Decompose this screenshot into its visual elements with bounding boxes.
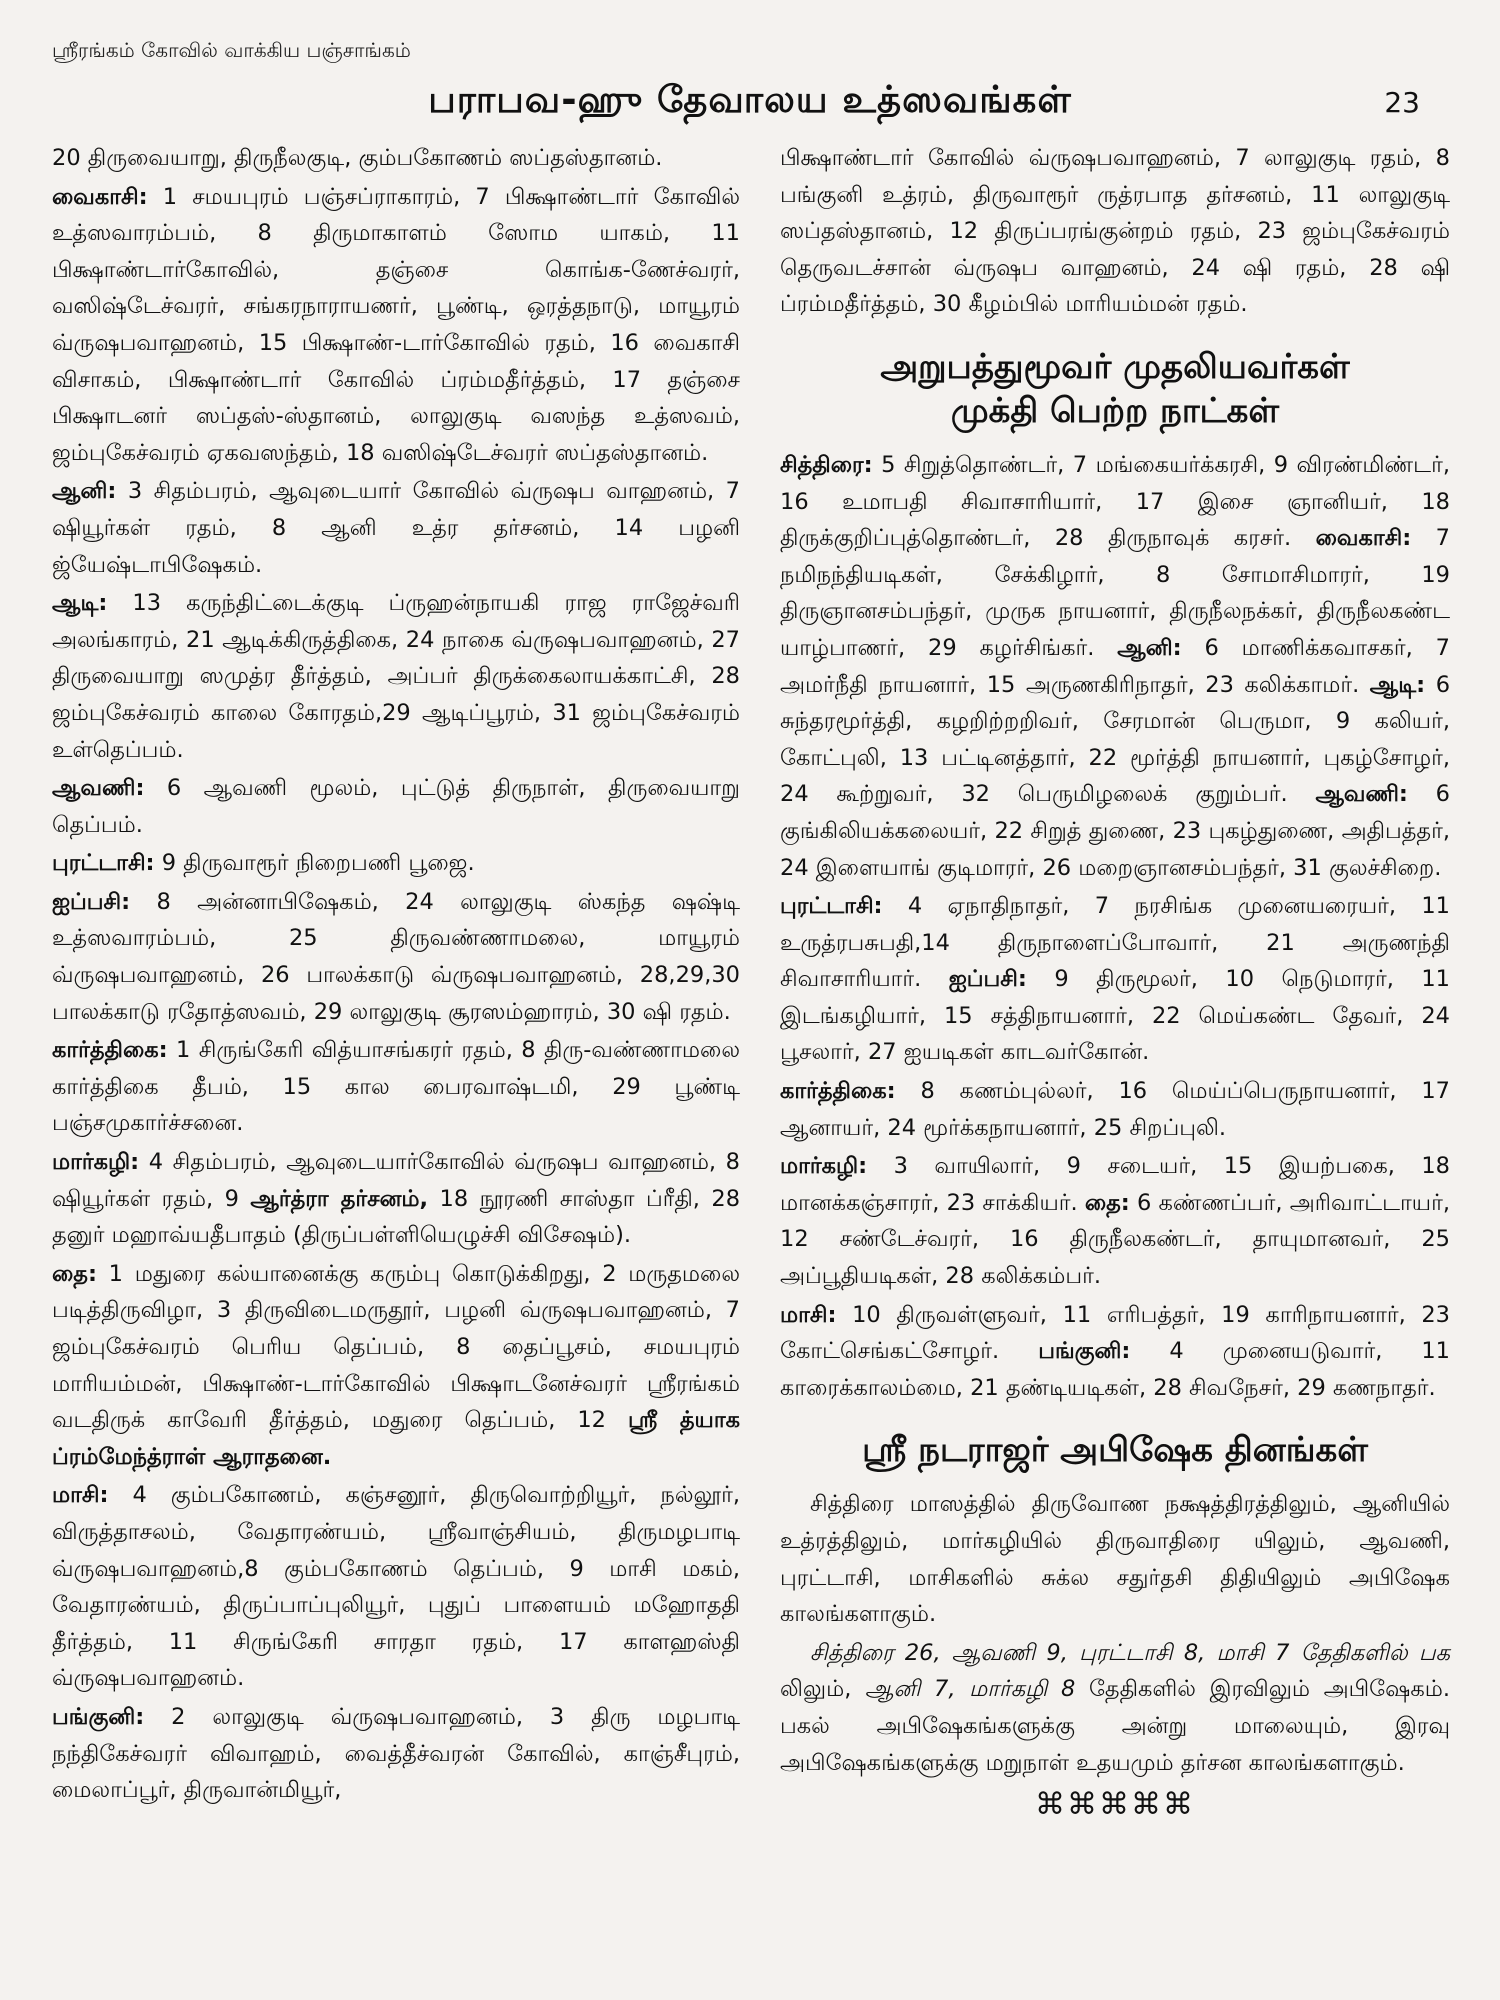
month-label: ஆவணி: xyxy=(52,775,145,802)
month-label: புரட்டாசி: xyxy=(52,850,155,877)
month-text: 1 சிருங்கேரி வித்யாசங்கரர் ரதம், 8 திரு-வண்ணாமலை கார்த்திகை தீபம், 15 கால பைரவாஷ்டமி, 29 பூண்டி பஞ்சமுகார்ச்சனை. xyxy=(52,1037,740,1137)
aadi-paragraph xyxy=(52,585,740,768)
margazhi-paragraph xyxy=(52,1144,740,1254)
month-label: தை: xyxy=(1084,1189,1130,1216)
karthigai-paragraph xyxy=(52,1032,740,1142)
month-label: புரட்டாசி: xyxy=(780,893,883,920)
saints-paragraph-5 xyxy=(780,1297,1450,1407)
nataraja-paragraph-2 xyxy=(780,1635,1450,1781)
month-text: 6 மாணிக்கவாசகர், 7 அமர்நீதி நாயனார், 15 அருணகிரிநாதர், 23 கலிக்காமர். xyxy=(780,634,1450,698)
month-label: ஆனி: xyxy=(52,478,117,505)
vaikasi-paragraph xyxy=(52,179,740,472)
month-label: ஆடி: xyxy=(52,590,108,617)
page-number: 23 xyxy=(1384,86,1420,119)
month-text: 6 ஆவணி மூலம், புட்டுத் திருநாள், திருவையாறு தெப்பம். xyxy=(52,775,740,838)
ornament-divider: ⌘⌘⌘⌘⌘ xyxy=(1035,1787,1195,1823)
month-label: தை: xyxy=(52,1260,97,1287)
month-label: ஆனி: xyxy=(1117,634,1182,661)
intro-paragraph: 20 திருவையாறு, திருநீலகுடி, கும்பகோணம் ஸப்தஸ்தானம். xyxy=(52,145,663,171)
plain-text: தேதிகளில் இரவிலும் அபிஷேகம். பகல் அபிஷேகங்களுக்கு அன்று மாலையும், இரவு அபிஷேகங்களுக்கு மறுநாள் உதயமும் தர்சன காலங்களாகும். xyxy=(780,1676,1450,1776)
aavani-paragraph xyxy=(52,770,740,843)
month-label: கார்த்திகை: xyxy=(780,1078,896,1105)
month-label: ஆடி: xyxy=(1369,671,1426,698)
continuation-paragraph: பிக்ஷாண்டார் கோவில் வ்ருஷபவாஹனம், 7 லாலுகுடி ரதம், 8 பங்குனி உத்ரம், திருவாரூர் ருத்ரபாத தர்சனம், 11 லாலுகுடி ஸப்தஸ்தானம், 12 திருப்பரங்குன்றம் ரதம், 23 ஜம்புகேச்வரம் தெருவடச்சான் வ்ருஷப வாஹனம், 24 ஷி ரதம், 28 ஷி ப்ரம்மதீர்த்தம், 30 கீழம்பில் மாரியம்மன் ரதம். xyxy=(780,145,1450,318)
month-text: 1 மதுரை கல்யானைக்கு கரும்பு கொடுக்கிறது, 2 மருதமலை படித்திருவிழா, 3 திருவிடைமருதூர், பழனி வ்ருஷபவாஹனம், 7 ஜம்புகேச்வரம் பெரிய தெப்பம், 8 தைப்பூசம், சமயபுரம் மாரியம்மன், பிக்ஷாண்-டார்கோவில் பிக்ஷாடனேச்வரர் ஸ்ரீரங்கம் வடதிருக் காவேரி தீர்த்தம், மதுரை தெப்பம், 12 xyxy=(52,1260,740,1434)
saints-paragraph-3 xyxy=(780,1073,1450,1146)
month-label: ஐப்பசி: xyxy=(52,888,131,915)
emphasis-text: ஸ்ரீ த்யாக ப்ரம்மேந்த்ராள் ஆராதனை. xyxy=(52,1407,741,1470)
aani-paragraph xyxy=(52,473,740,583)
month-text: 7 நமிநந்தியடிகள், சேக்கிழார், 8 சோமாசிமாரர், 19 திருஞானசம்பந்தர், முருக நாயனார், திருநீலநக்கர், திருநீலகண்ட யாழ்பாணர், 29 கழர்சிங்கர். xyxy=(780,525,1451,661)
month-text: 4 கும்பகோணம், கஞ்சனூர், திருவொற்றியூர், நல்லூர், விருத்தாசலம், வேதாரண்யம், ஸ்ரீவாஞ்சியம், திருமழபாடி வ்ருஷபவாஹனம்,8 கும்பகோணம் தெப்பம், 9 மாசி மகம், வேதாரண்யம், திருப்பாப்புலியூர், புதுப் பாளையம் மஹோததி தீர்த்தம், 11 சிருங்கேரி சாரதா ரதம், 17 காளஹஸ்தி வ்ருஷபவாஹனம். xyxy=(52,1482,740,1692)
month-label: மார்கழி: xyxy=(52,1149,140,1176)
month-text: 4 சிதம்பரம், ஆவுடையார்கோவில் வ்ருஷப வாஹனம், 8 ஷியூர்கள் ரதம், 9 xyxy=(52,1149,740,1212)
month-text: 13 கருந்திட்டைக்குடி ப்ருஹன்நாயகி ராஜ ராஜேச்வரி அலங்காரம், 21 ஆடிக்கிருத்திகை, 24 நாகை வ்ருஷபவாஹனம், 27 திருவையாறு ஸமுத்ர தீர்த்தம், அப்பர் திருக்கைலாயக்காட்சி, 28 ஜம்புகேச்வரம் காலை கோரதம்,29 ஆடிப்பூரம், 31 ஜம்புகேச்வரம் உள்தெப்பம். xyxy=(52,590,740,763)
right-column xyxy=(780,140,1450,1824)
month-label: மார்கழி: xyxy=(780,1153,868,1180)
month-text: 3 வாயிலார், 9 சடையர், 15 இயற்பகை, 18 மானக்கஞ்சாரர், 23 சாக்கியர். xyxy=(780,1153,1450,1216)
thai-paragraph xyxy=(52,1256,740,1476)
heading-line: முக்தி பெற்ற நாட்கள் xyxy=(950,390,1280,431)
panguni-paragraph xyxy=(52,1699,740,1809)
month-text: 4 முனையடுவார், 11 காரைக்காலம்மை, 21 தண்டியடிகள், 28 சிவநேசர், 29 கணநாதர். xyxy=(780,1338,1450,1401)
month-text: 1 சமயபுரம் பஞ்சப்ராகாரம், 7 பிக்ஷாண்டார் கோவில் உத்ஸவாரம்பம், 8 திருமாகாளம் ஸோம யாகம், 11 பிக்ஷாண்டார்கோவில், தஞ்சை கொங்க-ணேச்வரர், வஸிஷ்டேச்வரர், சங்கரநாராயணர், பூண்டி, ஒரத்தநாடு, மாயூரம் வ்ருஷபவாஹனம், 15 பிக்ஷாண்-டார்கோவில் ரதம், 16 வைகாசி விசாகம், பிக்ஷாண்டார் கோவில் ப்ரம்மதீர்த்தம், 17 தஞ்சை பிக்ஷாடனர் ஸப்தஸ்-ஸ்தானம், லாலுகுடி வஸந்த உத்ஸவம், ஜம்புகேச்வரம் ஏகவஸந்தம், 18 வஸிஷ்டேச்வரர் ஸப்தஸ்தானம். xyxy=(52,183,740,466)
saints-paragraph-4 xyxy=(780,1148,1450,1294)
month-text: 3 சிதம்பரம், ஆவுடையார் கோவில் வ்ருஷப வாஹனம், 7 ஷியூர்கள் ரதம், 8 ஆனி உத்ர தர்சனம், 14 பழனி ஜ்யேஷ்டாபிஷேகம். xyxy=(52,478,740,578)
month-text: 18 நூரணி சாஸ்தா ப்ரீதி, 28 தனுர் மஹாவ்யதீபாதம் (திருப்பள்ளியெழுச்சி விசேஷம்). xyxy=(52,1185,741,1249)
nataraja-paragraph-1: சித்திரை மாஸத்தில் திருவோண நக்ஷத்திரத்திலும், ஆனியில் உத்ரத்திலும், மார்கழியில் திருவாதிரை யிலும், ஆவணி, புரட்டாசி, மாசிகளில் சுக்ல சதுர்தசி திதியிலும் அபிஷேக காலங்களாகும். xyxy=(780,1491,1450,1628)
month-label: மாசி: xyxy=(52,1482,109,1509)
month-label: சித்திரை: xyxy=(780,451,873,478)
emphasis-text: ஆர்த்ரா தர்சனம், xyxy=(250,1185,429,1212)
month-label: பங்குனி: xyxy=(1038,1338,1131,1365)
month-label: ஐப்பசி: xyxy=(948,966,1027,993)
heading-line: அறுபத்துமூவர் முதலியவர்கள் xyxy=(880,346,1350,387)
page-title: பராபவ-ஹு தேவாலய உத்ஸவங்கள் xyxy=(428,78,1072,121)
saints-paragraph-1 xyxy=(780,447,1450,886)
section-heading-nataraja: ஸ்ரீ நடராஜர் அபிஷேக தினங்கள் xyxy=(862,1430,1368,1471)
month-text: 8 கணம்புல்லர், 16 மெய்ப்பெருநாயனார், 17 ஆனாயர், 24 மூர்க்கநாயனார், 25 சிறப்புலி. xyxy=(780,1078,1450,1141)
saints-paragraph-2 xyxy=(780,888,1450,1071)
month-label: மாசி: xyxy=(780,1301,837,1328)
month-label: பங்குனி: xyxy=(52,1703,145,1730)
book-title: ஸ்ரீரங்கம் கோவில் வாக்கிய பஞ்சாங்கம் xyxy=(52,38,411,62)
month-text: 4 ஏநாதிநாதர், 7 நரசிங்க முனையரையர், 11 உருத்ரபசுபதி,14 திருநாளைப்போவார், 21 அருணந்தி சிவாசாரியார். xyxy=(780,893,1450,993)
month-text: 2 லாலுகுடி வ்ருஷபவாஹனம், 3 திரு மழபாடி நந்திகேச்வரர் விவாஹம், வைத்தீச்வரன் கோவில், காஞ்சீபுரம், மைலாப்பூர், திருவான்மியூர், xyxy=(52,1703,740,1804)
maasi-paragraph xyxy=(52,1477,740,1697)
italic-text: சித்திரை 26, ஆவணி 9, புரட்டாசி 8, மாசி 7 தேதிகளில் பக xyxy=(810,1639,1450,1666)
month-label: கார்த்திகை: xyxy=(52,1037,168,1064)
month-label: வைகாசி: xyxy=(1315,525,1412,552)
month-text: 6 கண்ணப்பர், அரிவாட்டாயர், 12 சண்டேச்வரர், 16 திருநீலகண்டர், தாயுமானவர், 25 அப்பூதியடிகள், 28 கலிக்கம்பர். xyxy=(780,1189,1450,1290)
month-label: ஆவணி: xyxy=(1315,781,1408,808)
aippasi-paragraph xyxy=(52,884,740,1030)
month-label: வைகாசி: xyxy=(52,183,148,210)
month-text: 10 திருவள்ளுவர், 11 எரிபத்தர், 19 காரிநாயனார், 23 கோட்செங்கட்சோழர். xyxy=(780,1301,1450,1365)
italic-text: ஆனி 7, மார்கழி 8 xyxy=(865,1676,1076,1703)
month-text: 6 சுந்தரமூர்த்தி, கழறிற்றறிவர், சேரமான் பெருமா, 9 கலியர், கோட்புலி, 13 பட்டினத்தார், 22 மூர்த்தி நாயனார், புகழ்சோழர், 24 கூற்றுவர், 32 பெருமிழலைக் குறும்பர். xyxy=(780,671,1451,808)
plain-text: லிலும், xyxy=(780,1676,866,1703)
month-text: 9 திருவாரூர் நிறைபணி பூஜை. xyxy=(154,850,475,877)
month-text: 9 திருமூலர், 10 நெடுமாரர், 11 இடங்கழியார், 15 சத்திநாயனார், 22 மெய்கண்ட தேவர், 24 பூசலார், 27 ஐயடிகள் காடவர்கோன். xyxy=(780,966,1450,1066)
month-text: 5 சிறுத்தொண்டர், 7 மங்கையர்க்கரசி, 9 விரண்மிண்டர், 16 உமாபதி சிவாசாரியார், 17 இசை ஞானியர், 18 திருக்குறிப்புத்தொண்டர், 28 திருநாவுக் கரசர். xyxy=(780,451,1450,552)
month-text: 8 அன்னாபிஷேகம், 24 லாலுகுடி ஸ்கந்த ஷஷ்டி உத்ஸவாரம்பம், 25 திருவண்ணாமலை, மாயூரம் வ்ருஷபவாஹனம், 26 பாலக்காடு வ்ருஷபவாஹனம், 28,29,30 பாலக்காடு ரதோத்ஸவம், 29 லாலுகுடி சூரஸம்ஹாரம், 30 ஷி ரதம். xyxy=(52,888,740,1025)
left-column xyxy=(52,140,740,1809)
month-text: 6 குங்கிலியக்கலையர், 22 சிறுத் துணை, 23 புகழ்துணை, அதிபத்தர், 24 இளையாங் குடிமாரர், 26 மறைஞானசம்பந்தர், 31 குலச்சிறை. xyxy=(780,781,1451,881)
purattasi-paragraph xyxy=(52,845,740,882)
section-heading-63-saints xyxy=(780,345,1450,433)
